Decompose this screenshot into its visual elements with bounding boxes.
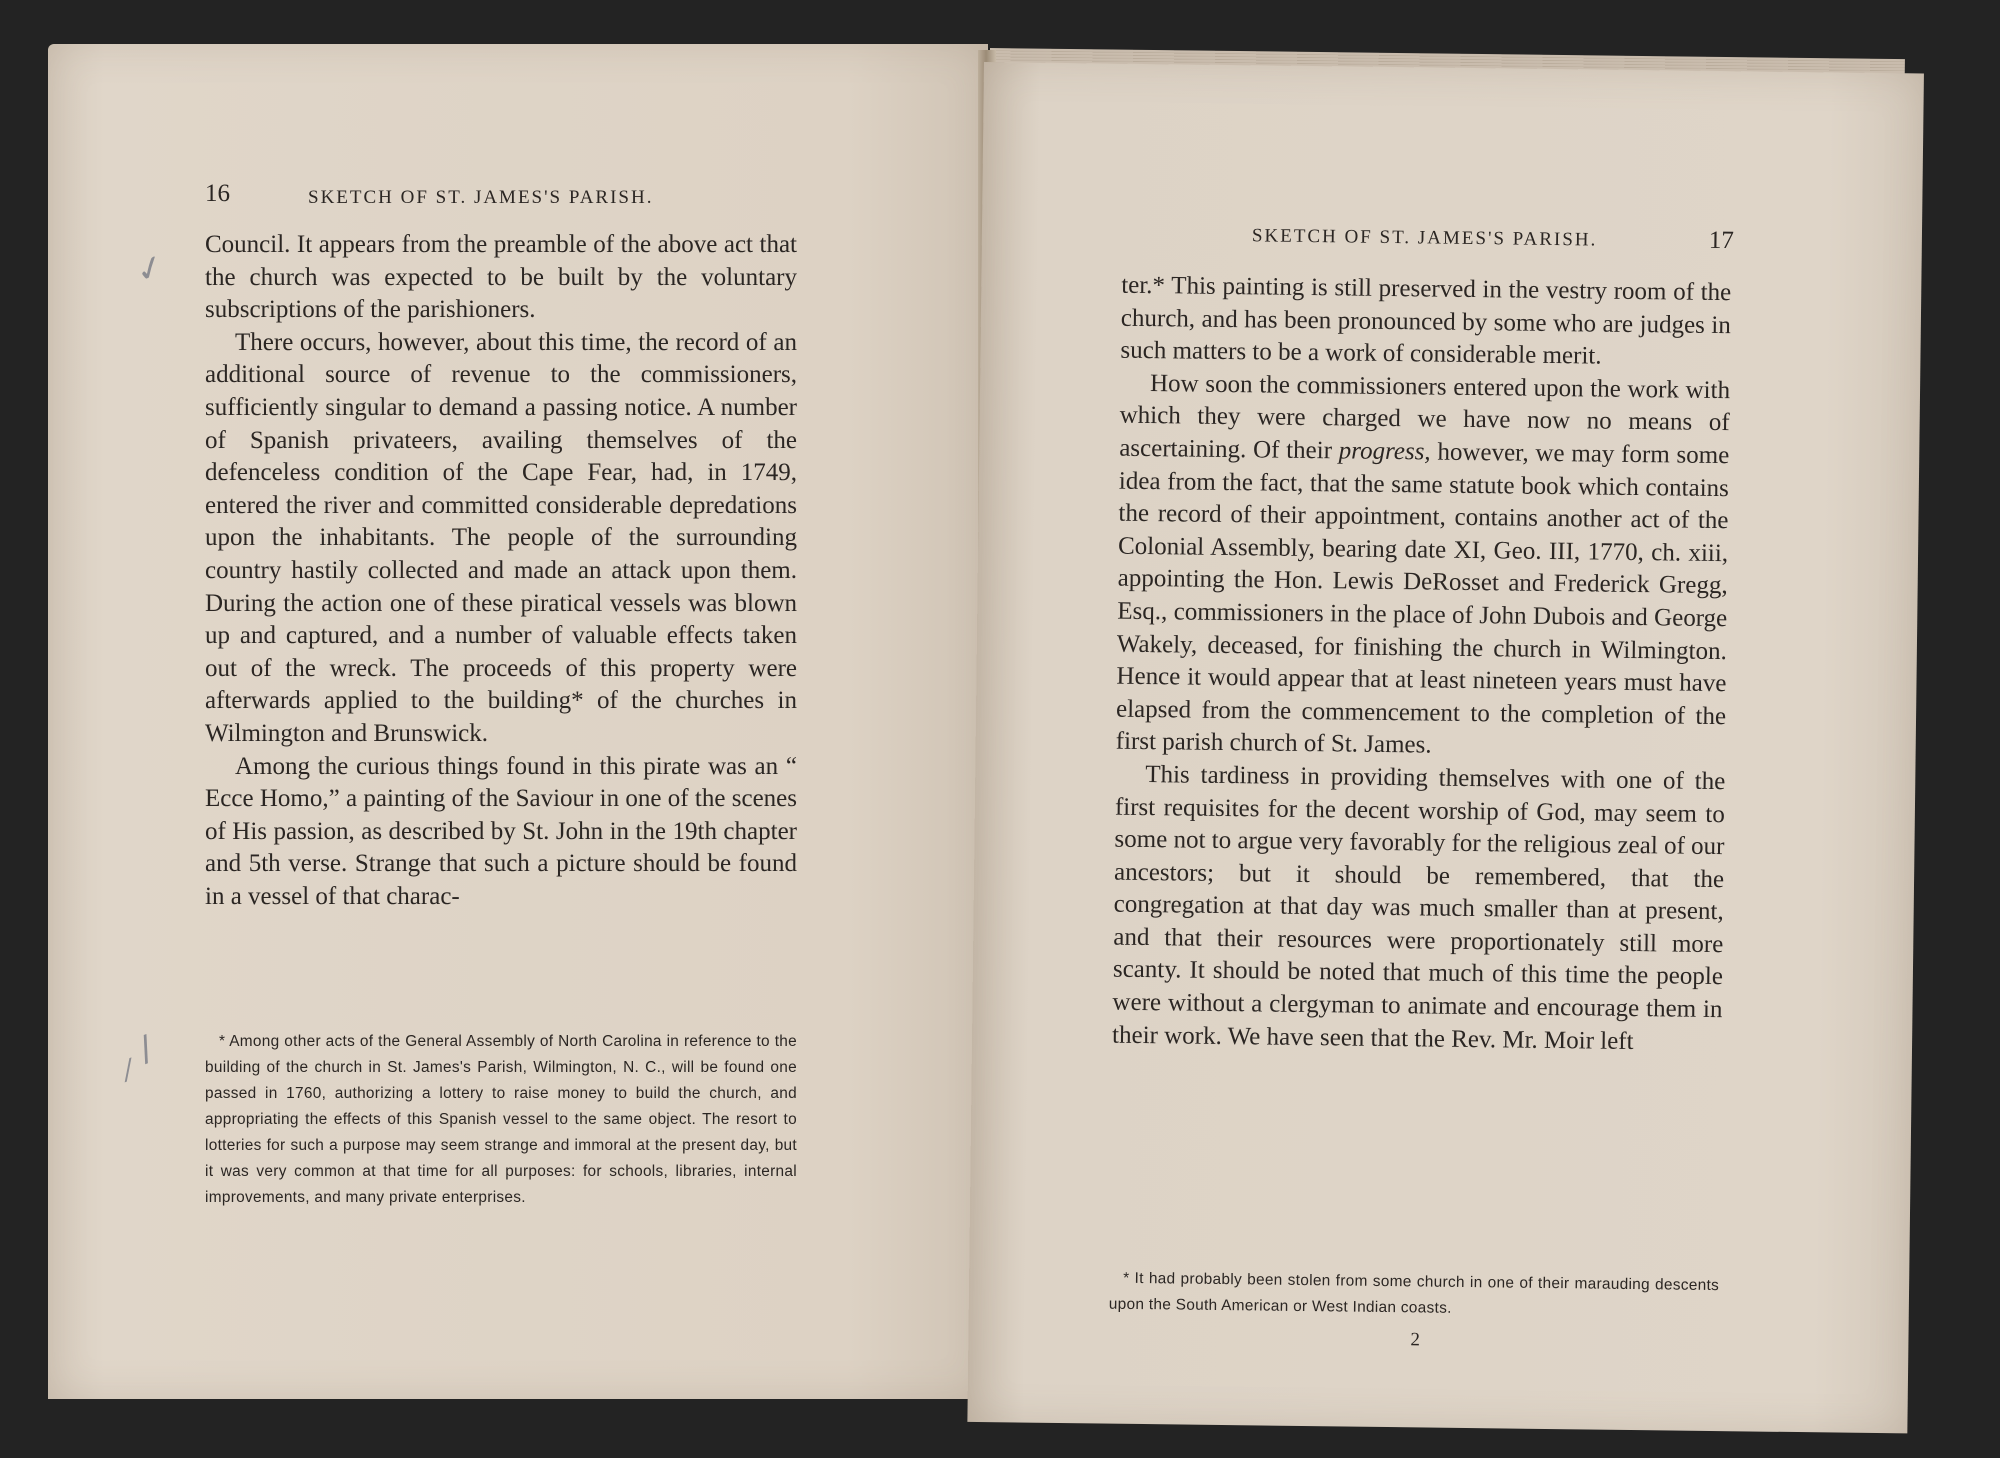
right-paragraph-2-end: however, we may form some idea from the fact, that the same statute book which contains the record of their appointment, contains another act of the Colonial Assembly, bearing date XI, Geo. III, 1770, ch. xiii, appointing the Hon. Lewis DeRosset and Frederick Gregg, Esq., commissioners in the place of John Dubois and George Wakely, deceased, for finishing the church in Wilmington. Hence it would appear that at least nineteen years must have elapsed from the commencement to the completion of the first parish church of St. James. <box>1115 438 1730 759</box>
left-page <box>48 44 988 1399</box>
pencil-slash-mark-icon: / <box>133 1028 158 1070</box>
right-paragraph-2-italic: progress, <box>1338 437 1431 466</box>
right-paragraph-2 <box>1115 367 1730 766</box>
right-paragraph-2-start: How soon the commissioners entered upon the work with which they were charged we have now no means of ascertaining. Of their <box>1119 369 1731 465</box>
left-body-text <box>205 229 797 913</box>
signature-mark: 2 <box>1410 1329 1421 1351</box>
pencil-check-mark-icon: ✓ <box>130 245 171 293</box>
right-paragraph-1: ter.* This painting is still preserved in the vestry room of the church, and has been pronounced by some who are judges in such matters to be a work of considerable merit. <box>1120 271 1732 370</box>
right-running-head: SKETCH OF ST. JAMES'S PARISH. <box>1251 225 1598 251</box>
left-page-number: 16 <box>205 180 230 207</box>
right-paragraph-3: This tardiness in providing themselves with one of the first requisites for the decent worship of God, may seem to some not to argue very favorably for the religious zeal of our ancestors; but it should be remembered, that the congregation at that day was much smaller than at present, and that their resources were proportionately still more scanty. It should be noted that much of this time the people were without a clergyman to animate and encourage them in their work. We have seen that the Rev. Mr. Moir left <box>1111 760 1726 1055</box>
left-footnote <box>205 1029 797 1211</box>
right-page <box>967 62 1924 1433</box>
left-paragraph-3: Among the curious things found in this pirate was an “ Ecce Homo,” a painting of the Saviour in one of the scenes of His passion, as described by St. John in the 19th chapter and 5th verse. Strange that such a picture should be found in a vessel of that charac- <box>205 752 797 910</box>
right-page-number: 17 <box>1708 226 1735 255</box>
left-paragraph-1: Council. It appears from the preamble of the above act that the church was expected to be built by the voluntary subscriptions of the parishioners. <box>205 231 797 324</box>
left-footnote-text: * Among other acts of the General Assembly of North Carolina in reference to the building of the church in St. James's Parish, Wilmington, N. C., will be found one passed in 1760, authorizing a lottery to raise money to build the church, and appropriating the effects of this Spanish vessel to the same object. The resort to lotteries for such a purpose may seem strange and immoral at the present day, but it was very common at that time for all purposes: for schools, libraries, internal improvements, and many private enterprises. <box>205 1033 797 1206</box>
left-paragraph-2: There occurs, however, about this time, the record of an additional source of revenue to the commissioners, sufficiently singular to demand a passing notice. A number of Spanish privateers, availing themselves of the defenceless condition of the Cape Fear, had, in 1749, entered the river and committed considerable depredations upon the inhabitants. The people of the surrounding country hastily collected and made an attack upon them. During the action one of these piratical vessels was blown up and captured, and a number of valuable effects taken out of the wreck. The proceeds of this property were afterwards applied to the building* of the churches in Wilmington and Brunswick. <box>205 328 797 747</box>
right-footnote-text: * It had probably been stolen from some church in one of their marauding descents upon the South American or West Indian coasts. <box>1108 1269 1720 1317</box>
right-body-text <box>1112 270 1732 1060</box>
right-footnote <box>1109 1266 1720 1325</box>
pencil-n-mark-icon: ⁄ <box>120 1054 137 1087</box>
left-running-head: SKETCH OF ST. JAMES'S PARISH. <box>308 187 654 208</box>
